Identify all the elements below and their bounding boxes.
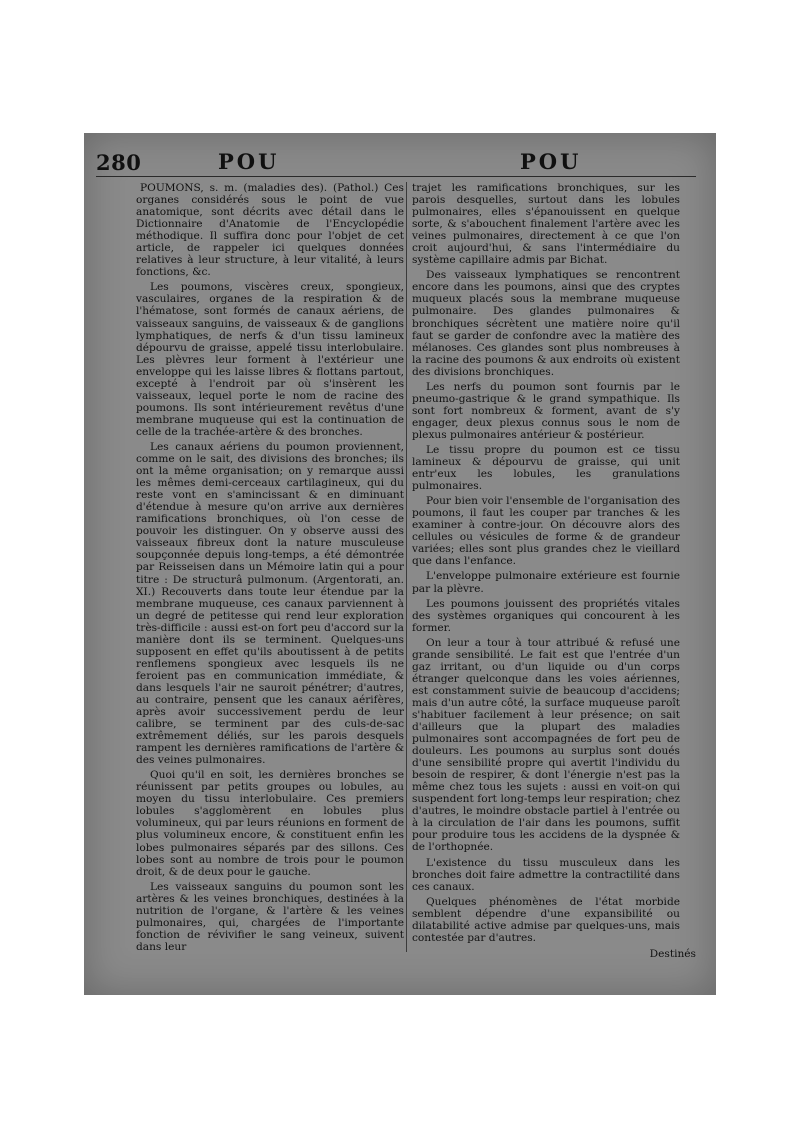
page-header xyxy=(96,148,696,177)
text-columns xyxy=(96,182,696,953)
catchword: Destinés xyxy=(649,948,696,960)
left-column xyxy=(136,182,404,953)
paragraph: Pour bien voir l'ensemble de l'organisation des poumons, il faut les couper par tranches & les examiner à contre-jour. On découvre alors des cellules ou vésicules de forme & de grandeur variées; elles sont plus grandes chez le vieillard que dans l'enfance. xyxy=(412,495,680,568)
paragraph: L'existence du tissu musculeux dans les bronches doit faire admettre la contractilité dans ces canaux. xyxy=(412,856,680,893)
paragraph: Quelques phénomènes de l'état morbide semblent dépendre d'une expansibilité ou dilatabilité active admise par quelques-uns, mais contestée par d'autres. xyxy=(412,895,680,944)
paragraph: POUMONS, s. m. (maladies des). (Pathol.) Ces organes considérés sous le point de vue anatomique, sont décrits avec détail dans le Dictionnaire d'Anatomie de l'Encyclopédie méthodique. Il suffira donc pour l'objet de cet article, de rappeler ici quelques données relatives à leur structure, à leur vitalité, à leurs fonctions, &c. xyxy=(136,182,404,279)
right-column xyxy=(412,182,680,942)
running-head-left: POU xyxy=(218,149,280,174)
paragraph: On leur a tour à tour attribué & refusé une grande sensibilité. Le fait est que l'entrée d'un gaz irritant, ou d'un liquide ou d'un corps étranger quelconque dans les voies aériennes, est constamment suivie de beaucoup d'accidens; mais d'un autre côté, la surface muqueuse paroît s'habituer facilement à leur présence; on sait d'ailleurs que la plupart des maladies pulmonaires sont accompagnées de fort peu de douleurs. Les poumons au surplus sont doués d'une sensibilité propre qui avertit l'individu du besoin de respirer, & dont l'énergie n'est pas la même chez tous les sujets : aussi en voit-on qui suspendent fort long-temps leur respiration; chez d'autres, le moindre obstacle partiel à l'entrée ou à la circulation de l'air dans les poumons, suffit pour produire tous les accidens de la dyspnée & de l'orthopnée. xyxy=(412,636,680,854)
paragraph: Les poumons, viscères creux, spongieux, vasculaires, organes de la respiration & de l'hématose, sont formés de canaux aériens, de vaisseaux sanguins, de vaisseaux & de ganglions lymphatiques, de nerfs & d'un tissu lamineux dépourvu de graisse, appelé tissu interlobulaire. Les plèvres leur forment à l'extérieur une enveloppe qui les laisse libres & flottans partout, excepté à l'endroit par où s'insèrent les vaisseaux, lequel porte le nom de racine des poumons. Ils sont intérieurement revêtus d'une membrane muqueuse qui est la continuation de celle de la trachée-artère & des bronches. xyxy=(136,281,404,438)
paragraph: L'enveloppe pulmonaire extérieure est fournie par la plèvre. xyxy=(412,570,680,595)
paragraph: Le tissu propre du poumon est ce tissu lamineux & dépourvu de graisse, qui unit entr'eux les lobules, les granulations pulmonaires. xyxy=(412,443,680,493)
running-head-right: POU xyxy=(520,149,582,174)
paragraph: Des vaisseaux lymphatiques se rencontrent encore dans les poumons, ainsi que des cryptes muqueux placés sous la membrane muqueuse pulmonaire. Des glandes pulmonaires & bronchiques sécrètent une matière noire qu'il faut se garder de confondre avec la matière des mélanoses. Ces glandes sont plus nombreuses à la racine des poumons & aux endroits où existent des divisions bronchiques. xyxy=(412,269,680,378)
paragraph: Les nerfs du poumon sont fournis par le pneumo-gastrique & le grand sympathique. Ils sont fort nombreux & forment, avant de s'y engager, deux plexus connus sous le nom de plexus pulmonaires antérieur & postérieur. xyxy=(412,380,680,441)
paragraph: Les canaux aériens du poumon proviennent, comme on le sait, des divisions des bronches; ils ont la même organisation; on y remarque aussi les mêmes demi-cerceaux cartilagineux, qui du reste vont en s'amincissant & en diminuant d'étendue à mesure qu'on arrive aux dernières ramifications bronchiques, où l'on cesse de pouvoir les distinguer. On y observe aussi des vaisseaux fibreux dont la nature musculeuse soupçonnée depuis long-temps, a été démontrée par Reisseisen dans un Mémoire latin qui a pour titre : De structurâ pulmonum. (Argentorati, an. XI.) Recouverts dans toute leur étendue par la membrane muqueuse, ces canaux parviennent à un degré de petitesse qui rend leur exploration très-difficile : aussi est-on fort peu d'accord sur la manière dont ils se terminent. Quelques-uns supposent en effet qu'ils aboutissent à de petits renflemens spongieux avec lesquels ils ne feroient pas en communication immédiate, & dans lesquels l'air ne sauroit pénétrer; d'autres, au contraire, pensent que les canaux aérifères, après avoir successivement perdu de leur calibre, se terminent par des culs-de-sac extrêmement déliés, sur les parois desquels rampent les dernières ramifications de l'artère & des veines pulmonaires. xyxy=(136,440,404,767)
paragraph: Quoi qu'il en soit, les dernières bronches se réunissent par petits groupes ou lobules, au moyen du tissu interlobulaire. Ces premiers lobules s'agglomèrent en lobules plus volumineux, qui par leurs réunions en forment de plus volumineux encore, & constituent enfin les lobes pulmonaires séparés par des sillons. Ces lobes sont au nombre de trois pour le poumon droit, & de deux pour le gauche. xyxy=(136,769,404,878)
book-page xyxy=(96,148,696,980)
paragraph: trajet les ramifications bronchiques, sur les parois desquelles, surtout dans les lobules pulmonaires, elles s'épanouissent en quelque sorte, & s'abouchent finalement l'artère avec les veines pulmonaires, directement à ce que l'on croit aujourd'hui, & sans l'intermédiaire du système capillaire admis par Bichat. xyxy=(412,182,680,267)
paragraph: Les vaisseaux sanguins du poumon sont les artères & les veines bronchiques, destinées à la nutrition de l'organe, & l'artère & les veines pulmonaires, qui, chargées de l'importante fonction de révivifier le sang veineux, suivent dans leur xyxy=(136,880,404,953)
page-number: 280 xyxy=(96,150,142,175)
paragraph: Les poumons jouissent des propriétés vitales des systèmes organiques qui concourent à les former. xyxy=(412,597,680,634)
scanned-page-background xyxy=(84,133,716,995)
column-divider xyxy=(406,182,407,952)
